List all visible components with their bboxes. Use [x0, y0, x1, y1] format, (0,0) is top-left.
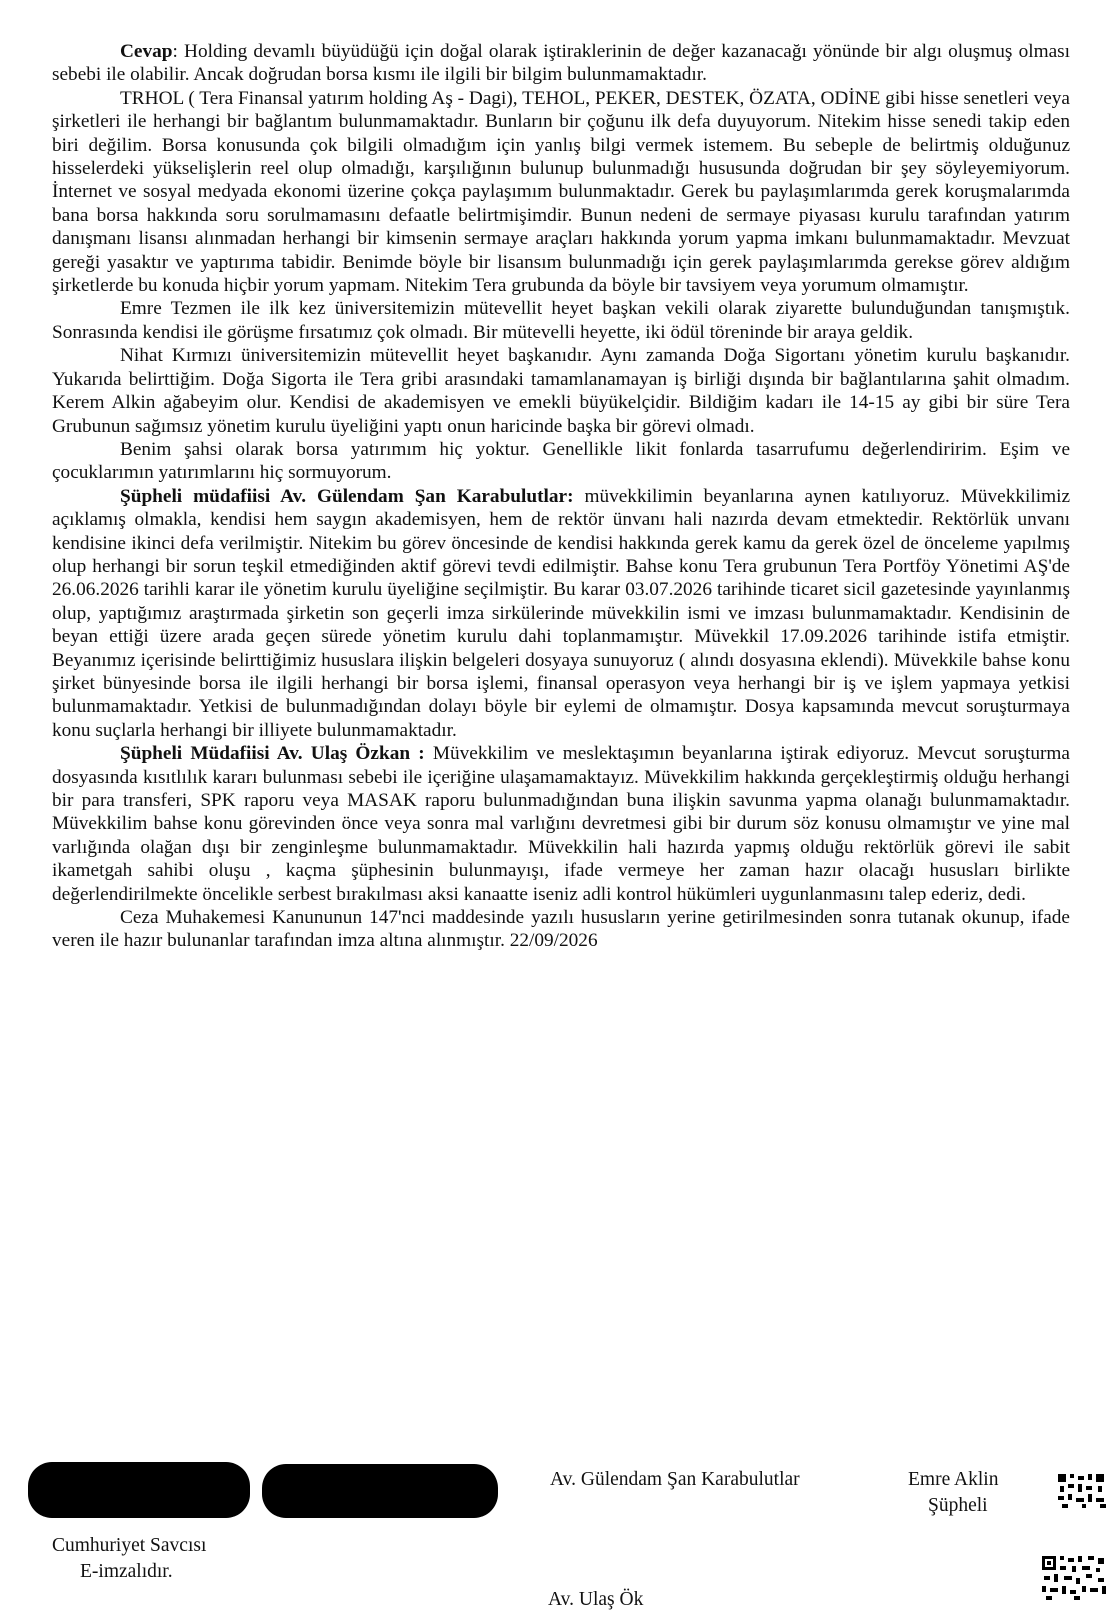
paragraph-text: TRHOL ( Tera Finansal yatırım holding Aş - Dagi), TEHOL, PEKER, DESTEK, ÖZATA, ODİNE gibi hisse senetleri veya şirketleri ile herhangi bir bağlantım bulunmamaktadır. Bunların bir çoğunu ilk defa duyuyorum. Nitekim hisse senedi takip eden biri değilim. Borsa konusunda çok bilgili olmadığım için yanlış bilgi vermek istemem. Bu sebeple de belirtmiş olduğunuz hisselerdeki yükselişlerin reel olup olmadığı, karşılığının bulunup bulunmadığı hususunda doğrudan bir şey söyleyemiyorum. İnternet ve sosyal medyada ekonomi üzerine çokça paylaşımım bulunmaktadır. Gerek bu paylaşımlarımda gerek koruşmalarımda bana borsa hakkında soru sorulmamasını defaatle belirtmişimdir. Bunun nedeni de sermaye piyasası kurulu tarafından yatırım danışmanı lisansı alınmadan herhangi bir kimsenin sermaye araçları hakkında yorum yapma imkanı bulunmamaktadır. Mevzuat gereği yasaktır ve yaptırıma tabidir. Benimde böyle bir lisansım bulunmadığı için gerek paylaşımlarımda gerekse görev aldığım şirketlerde bu konuda hiçbir yorum yapmam. Nitekim Tera grubunda da böyle bir tavsiyem veya yorumum olmamıştır. — [52, 87, 1070, 297]
paragraph-kirmizi — [52, 344, 1070, 438]
paragraph-text: müvekkilimin beyanlarına aynen katılıyoruz. Müvekkilimiz açıklamış olmakla, kendisi hem saygın akademisyen, hem de rektör ünvanı hali nazırda devam etmektedir. Rektörlük unvanı kendisine ikinci defa verilmiştir. Nitekim bu görev öncesinde de kendisi hakkında gerek kamu da gerek özel de önceleme yapılmış olup herhangi bir sorun teşkil etmediğinden aktif görevi tevdi edilmiştir. Bahse konu Tera grubunun Tera Portföy Yönetimi AŞ'de 26.06.2026 tarihli karar ile yönetim kurulu üyeliğine seçilmiştir. Bu karar 03.07.2026 tarihinde ticaret sicil gazetesinde yayınlanmış olup, yaptığımız araştırmada şirketin son geçerli imza sirkülerinde müvekkilin ismi ve imzası bulunmamaktadır. Kendisinin de beyan ettiği üzere arada geçen sürede yönetim kurulu dahi toplanmamıştır. Müvekkil 17.09.2026 tarihinde istifa etmiştir. Beyanımız içerisinde belirttiğimiz hususlara ilişkin belgeleri dosyaya sunuyoruz ( alındı dosyasına eklendi). Müvekkile bahse konu şirket bünyesinde borsa ile ilgili herhangi bir borsa işlemi, finansal operasyon veya herhangi bir iş ve işlem yapmaya yetkisi bulunmamaktadır. Yetkisi de bulunmadığından dolayı böyle bir eylemi de olmamıştır. Dosya kapsamında mevcut soruşturmaya konu suçlarla herhangi bir illiyete bulunmamaktadır. — [52, 485, 1071, 741]
paragraph-defense-karabulutlar — [52, 485, 1070, 742]
suspect-signature-name: Emre Aklin — [908, 1469, 999, 1490]
paragraph-defense-ozkan — [52, 742, 1070, 906]
paragraph-closing — [52, 906, 1070, 953]
paragraph-answer: Cevap: Holding devamlı büyüdüğü için doğal olarak iştiraklerinin de değer kazanacağı yönünde bir algı oluşmuş olması sebebi ile olabilir. Ancak doğrudan borsa kısmı ile ilgili bir bilgim bulunmamaktadır. — [52, 41, 1070, 86]
prosecutor-esign-note: E-imzalıdır. — [80, 1561, 173, 1582]
paragraph-investments — [52, 438, 1070, 485]
lawyer2-signature-name: Av. Ulaş Ök — [548, 1589, 644, 1610]
paragraph-text: Benim şahsi olarak borsa yatırımım hiç yoktur. Genellikle likit fonlarda tasarrufumu değerlendiririm. Eşim ve çocuklarımın yatırımlarını hiç sormuyorum. — [52, 438, 1070, 484]
paragraph-tezmen — [52, 297, 1070, 344]
paragraph-text: Ceza Muhakemesi Kanununun 147'nci maddesinde yazılı hususların yerine getirilmesinden sonra tutanak okunup, ifade veren ile hazır bulunanlar tarafından imza altına alınmıştır. 22/09/2026 — [52, 907, 1070, 952]
prosecutor-title: Cumhuriyet Savcısı — [52, 1535, 207, 1556]
qr-code-icon — [1040, 1554, 1108, 1600]
paragraph-stocks — [52, 87, 1070, 298]
paragraph-text: Nihat Kırmızı üniversitemizin mütevellit heyet başkanıdır. Aynı zamanda Doğa Sigortanı yönetim kurulu başkanıdır. Yukarıda belirttiğim. Doğa Sigorta ile Tera gribi arasındaki tamamlanamayan iş birliği dışında bir bağlantılarına şahit olmadım. Kerem Alkin ağabeyim olur. Kendisi de akademisyen ve emekli büyükelçidir. Bildiğim kadarı ile 14-15 ay gibi bir süre Tera Grubunun sağımsız yönetim kurulu üyeliğini yaptı onun haricinde başka bir görevi olmadı. — [52, 345, 1070, 437]
redaction-bar-left — [28, 1462, 250, 1518]
paragraph-lead: Şüpheli Müdafiisi Av. Ulaş Özkan : — [120, 743, 425, 765]
lawyer-signature-name: Av. Gülendam Şan Karabulutlar — [550, 1469, 800, 1490]
suspect-role: Şüpheli — [928, 1495, 988, 1516]
document-body — [52, 40, 1070, 953]
redaction-bar-right — [262, 1464, 498, 1518]
paragraph-text: Emre Tezmen ile ilk kez üniversitemizin mütevellit heyet başkan vekili olarak ziyarette bulunduğundan tanışmıştık. Sonrasında kendisi ile görüşme fırsatımız çok olmadı. Bir mütevelli heyette, iki ödül töreninde bir araya geldik. — [52, 298, 1070, 343]
paragraph-lead: Şüpheli müdafiisi Av. Gülendam Şan Karabulutlar: — [120, 485, 574, 507]
paragraph-text: Müvekkilim ve meslektaşımın beyanlarına iştirak ediyoruz. Mevcut soruşturma dosyasında kısıtlılık kararı bulunması sebebi ile içeriğine ulaşamamaktayız. Müvekkilim hakkında gerçekleştirmiş olduğu herhangi bir para transferi, SPK raporu veya MASAK raporu bulunmadığından buna ilişkin savunma yapma olanağı bulunmamaktadır. Müvekkilim bahse konu görevinden önce veya sonra mal varlığını devretmesi gibi bir durum söz konusu olmamıştır ve yine mal varlığında olağan dışı bir zenginleşme bulunmamaktadır. Müvekkilin hali hazırda yapmış olduğu rektörlük görevi ile sabit ikametgah sahibi oluşu , kaçma şüphesinin bulunmayışı, ifade vermeye her zaman hazır olacağı hususları birlikte değerlendirilmekte öncelikle serbest bırakılması aksi kanaatte iseniz adli kontrol hükümleri uygunlanmasını talep ederiz, dedi. — [52, 743, 1070, 905]
qr-code-icon — [1056, 1472, 1108, 1510]
paragraph-lead: Cevap — [120, 41, 173, 62]
paragraph-text: Holding devamlı büyüdüğü için doğal olarak iştiraklerinin de değer kazanacağı yönünde bir algı oluşmuş olması sebebi ile olabilir. Ancak doğrudan borsa kısmı ile ilgili bir bilgim bulunmamaktadır. — [52, 41, 1070, 86]
